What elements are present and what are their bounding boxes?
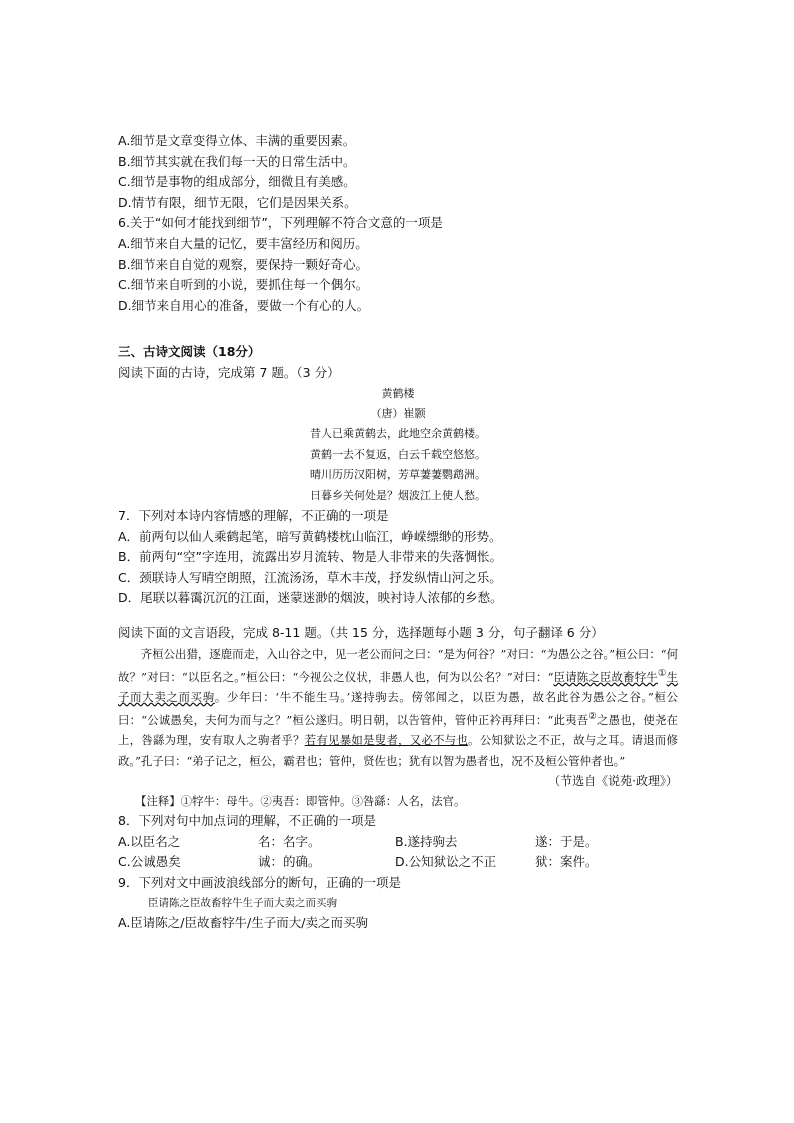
q6-option-b: B.细节来自自觉的观察，要保持一颗好奇心。 [118,256,369,272]
q5-options [118,131,678,213]
q8-option-d-gloss: 狱：案件。 [535,854,598,870]
q5-option-c: C.细节是事物的组成部分，细微且有美感。 [118,174,356,190]
q7-stem: 7．下列对本诗内容情感的理解，不正确的一项是 [118,507,389,523]
passage-text: 。公知狱讼之不正，故与之耳。请退而修政。”孔子曰：“弟子记之，桓公，霸君也；管仲，贤佐也；犹有以智为愚者也，况不及桓公管仲者也。” [118,733,678,768]
section-3-heading: 三、古诗文阅读（18分） [118,344,261,360]
passage-text: 之愚也，使尧在上，咎繇为理，安有取人之驹者乎？ [118,713,678,748]
q8-stem: 8．下列对句中加点词的理解，不正确的一项是 [118,812,376,828]
classical-passage [118,644,678,771]
q8-option-c-gloss: 诚：的确。 [258,854,321,870]
poem [118,384,678,506]
q6-option-c: C.细节来自听到的小说，要抓住每一个偶尔。 [118,277,369,293]
q9-option-a: A.臣请陈之/臣故畜牸牛/生子而大/卖之而买驹 [118,915,368,931]
q7-option-d: D．尾联以暮霭沉沉的江面，迷蒙迷渺的烟波，映衬诗人浓郁的乡愁。 [118,590,503,606]
passage-text: 齐桓公出猎，逐鹿而走，入山谷之中，见一老公而问之曰：“是为何谷？”对曰：“为愚公之谷。”桓公曰：“何故？”对曰：“以臣名之。”桓公曰：“今视公之仪状，非愚人也，何为以公名？”对曰：“ [118,646,678,684]
q8-option-a-gloss: 名：名字。 [258,833,321,849]
q5-option-d: D.情节有限，细节无限，它们是因果关系。 [118,194,357,210]
footnote-marker: ① [657,667,667,679]
question-8 [118,811,678,873]
poem-intro: 阅读下面的古诗，完成第 7 题。（3 分） [118,364,340,380]
q5-option-b: B.细节其实就在我们每一天的日常生活中。 [118,153,356,169]
exam-page [118,131,678,934]
q6-stem: 6.关于“如何才能找到细节”，下列理解不符合文意的一项是 [118,215,443,231]
classical-paragraph [118,644,678,771]
question-6 [118,213,678,316]
footnote-marker: ② [588,711,598,723]
q8-options-row [118,852,678,873]
q7-option-b: B．前两句“空”字连用，流露出岁月流转、物是人非带来的失落惆怅。 [118,549,503,565]
q9-stem: 9．下列对文中画波浪线部分的断句，正确的一项是 [118,874,401,890]
poem-line: 晴川历历汉阳树，芳草萋萋鹦鹉洲。 [310,468,486,482]
underlined-sentence: 若有见暴如是叟者，又必不与也 [304,733,469,748]
q5-option-a: A.细节是文章变得立体、丰满的重要因素。 [118,133,356,148]
poem-line: 昔人已乘黄鹤去，此地空余黄鹤楼。 [310,427,486,441]
passage-source: （节选自《说苑·政理》） [548,773,678,788]
poem-line: 黄鹤一去不复返，白云千载空悠悠。 [310,447,486,461]
q7-option-c: C．颈联诗人写晴空朗照，江流汤汤，草木丰茂，抒发纵情山河之乐。 [118,569,502,585]
question-9 [118,873,678,934]
poem-title: 黄鹤楼 [381,386,415,400]
classical-intro: 阅读下面的文言语段，完成 8-11 题。（共 15 分，选择题每小题 3 分，句子翻译 6 分） [118,624,604,640]
passage-text: 。少年曰：‘牛不能生马。’遂持驹去。傍邻闻之，以臣为愚，故名此谷为愚公之谷。”桓公曰：“公诚愚矣，夫何为而与之？”桓公遂归。明日朝，以告管仲，管仲正衿再拜曰：“此夷吾 [118,689,678,728]
poem-author: （唐）崔颢 [370,406,426,420]
q8-options-row [118,832,678,853]
q8-option-c: C.公诚愚矣 [118,854,181,870]
poem-line: 日暮乡关何处是？烟波江上使人愁。 [310,488,486,502]
wavy-underlined-text: 生子而大卖之而买驹 [118,669,678,704]
q9-sentence: 臣请陈之臣故畜牸牛生子而大卖之而买驹 [148,897,337,910]
q6-option-d: D.细节来自用心的准备，要做一个有心的人。 [118,297,370,313]
wavy-underlined-text: 臣请陈之臣故畜牸牛 [553,669,658,684]
q6-option-a: A.细节来自大量的记忆，要丰富经历和阅历。 [118,235,368,251]
question-7 [118,506,678,609]
q8-option-a: A.以臣名之 [118,833,181,849]
q8-option-b-gloss: 遂：于是。 [535,833,598,849]
q8-option-d: D.公知狱讼之不正 [395,854,497,870]
q7-option-a: A．前两句以仙人乘鹤起笔，暗写黄鹤楼枕山临江，峥嵘缥缈的形势。 [118,528,502,544]
footnotes: 【注释】①牸牛：母牛。②夷吾：即管仲。③咎繇：人名，法官。 [135,793,466,808]
q8-option-b: B.遂持驹去 [395,833,458,849]
